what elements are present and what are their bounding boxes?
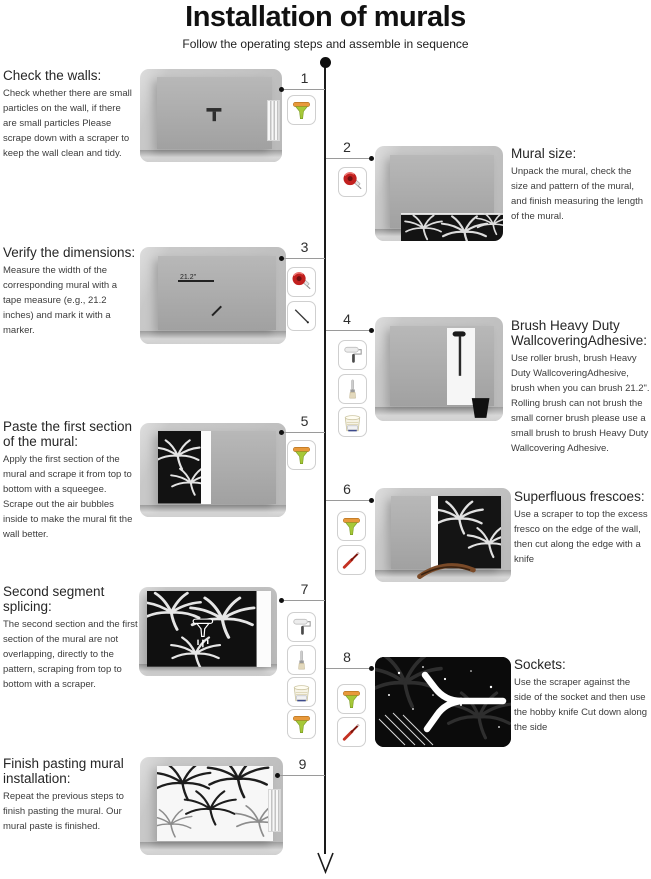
squeegee-icon <box>337 511 366 541</box>
room-back-wall <box>157 77 272 149</box>
connector-dot <box>279 430 284 435</box>
connector-dot <box>369 328 374 333</box>
step2-connector <box>326 158 369 159</box>
step3-heading: Verify the dimensions: <box>3 245 136 260</box>
room-back-wall <box>158 256 276 331</box>
room-floor <box>140 331 286 344</box>
roller-on-wall-graphic <box>447 328 475 405</box>
step6-body: Use a scraper to top the excess fresco on the edge of the wall, then cut along the edge with a knife <box>514 509 648 566</box>
first-mural-section-graphic <box>158 431 202 503</box>
connector-dot <box>369 498 374 503</box>
dimension-line <box>178 280 215 282</box>
brush-icon <box>287 645 316 675</box>
squeegee-icon <box>287 95 316 125</box>
connector-dot <box>279 256 284 261</box>
adhesive-panel <box>447 328 475 405</box>
step2-body: Unpack the mural, check the size and pattern of the mural, and finish measuring the length of the mural. <box>511 166 644 223</box>
wall-particle-mark <box>157 77 272 149</box>
marker-tick <box>211 305 221 315</box>
step1-heading: Check the walls: <box>3 68 102 83</box>
radiator <box>267 100 280 141</box>
step7-number: 7 <box>300 581 309 597</box>
adhesive-bucket-icon <box>287 677 316 707</box>
connector-dot <box>279 87 284 92</box>
squeegee-icon <box>287 709 316 739</box>
step5-connector <box>284 432 325 433</box>
step5-text <box>3 419 136 542</box>
step2-text <box>511 146 649 224</box>
step1-body: Check whether there are small particles on the wall, if there are small particles Please scrape down with a scraper to keep the wall clean and tidy. <box>3 88 132 160</box>
step8-text <box>514 657 650 735</box>
step9-connector <box>280 775 325 776</box>
squeegee-icon <box>287 440 316 470</box>
step8-socket-image <box>375 657 511 747</box>
mural-edge-strip <box>201 431 210 503</box>
step9-room-image <box>140 757 283 855</box>
room-floor <box>140 150 282 162</box>
page-title: Installation of murals <box>185 1 466 33</box>
step4-number: 4 <box>343 311 351 327</box>
step8-connector <box>326 668 369 669</box>
step3-body: Measure the width of the corresponding mural with a tape measure (e.g., 21.2 inches) and mark it with a marker. <box>3 265 118 337</box>
step6-room-image <box>375 488 511 582</box>
step5-body: Apply the first section of the mural and scrape it from top to bottom with a squeegee. Scrape out the air bubbles inside to make the mural fit the wall better. <box>3 454 133 541</box>
connector-dot <box>279 598 284 603</box>
scraper-graphic <box>413 557 478 581</box>
step9-text <box>3 756 139 834</box>
step5-heading: Paste the first section of the mural: <box>3 419 133 450</box>
page-subtitle: Follow the operating steps and assemble in sequence <box>182 37 469 51</box>
step4-heading: Brush Heavy Duty WallcoveringAdhesive: <box>511 318 648 349</box>
marker-icon <box>287 301 316 331</box>
step1-room-image <box>140 69 282 162</box>
timeline-line <box>324 62 326 854</box>
step7-body: The second section and the first section of the mural are not overlapping, directly to the pattern, scraping from top to bottom with a scraper. <box>3 619 138 691</box>
step7-room-image <box>139 587 277 676</box>
step4-connector <box>326 330 369 331</box>
paint-roller-icon <box>287 612 316 642</box>
unpasted-wall-strip <box>257 591 272 667</box>
step3-number: 3 <box>300 239 309 255</box>
step2-number: 2 <box>343 139 351 155</box>
step1-connector <box>284 89 325 90</box>
dimension-label: 21.2" <box>179 273 197 281</box>
socket-cutout-graphic <box>375 657 511 747</box>
step2-heading: Mural size: <box>511 146 577 161</box>
room-floor <box>140 505 286 517</box>
room-back-wall <box>157 766 273 841</box>
tape-measure-icon <box>338 167 367 197</box>
step6-heading: Superfluous frescoes: <box>514 489 645 504</box>
step2-room-image <box>375 146 503 241</box>
step8-body: Use the scraper against the side of the socket and then use the hobby knife Cut down along the side <box>514 677 648 734</box>
step6-text <box>514 489 650 567</box>
room-back-wall <box>158 431 276 503</box>
connector-dot <box>275 773 280 778</box>
step6-number: 6 <box>343 481 351 497</box>
paint-roller-icon <box>338 340 367 370</box>
timeline-start-dot <box>320 57 331 68</box>
mural-two-sections-graphic <box>147 591 256 667</box>
step1-text <box>3 68 136 161</box>
step7-connector <box>284 600 325 601</box>
step8-number: 8 <box>343 649 351 665</box>
finished-mural-graphic <box>157 766 273 841</box>
step4-room-image <box>375 317 503 421</box>
hobby-knife-icon <box>337 545 366 575</box>
step5-room-image <box>140 423 286 517</box>
step5-number: 5 <box>300 413 309 429</box>
rolled-mural-graphic <box>401 213 503 242</box>
radiator <box>268 789 281 832</box>
step8-heading: Sockets: <box>514 657 566 672</box>
step9-number: 9 <box>298 756 307 772</box>
step3-text <box>3 245 136 338</box>
step3-room-image <box>140 247 286 344</box>
timeline-arrow-icon <box>316 851 335 875</box>
brush-icon <box>338 374 367 404</box>
tape-measure-icon <box>287 267 316 297</box>
room-back-wall <box>147 591 271 667</box>
step4-text <box>511 318 651 456</box>
step9-heading: Finish pasting mural installation: <box>3 756 124 787</box>
step6-connector <box>326 500 369 501</box>
squeegee-icon <box>337 684 366 714</box>
connector-dot <box>369 156 374 161</box>
step7-text <box>3 584 139 692</box>
adhesive-bucket-icon <box>338 407 367 437</box>
hobby-knife-icon <box>337 717 366 747</box>
step9-body: Repeat the previous steps to finish pasting the mural. Our mural paste is finished. <box>3 791 124 833</box>
step7-heading: Second segment splicing: <box>3 584 105 615</box>
step3-connector <box>284 258 325 259</box>
connector-dot <box>369 666 374 671</box>
step1-number: 1 <box>300 70 309 86</box>
room-back-wall <box>390 326 494 406</box>
step4-body: Use roller brush, brush Heavy Duty WallcoveringAdhesive, brush when you can brush 21.2". Rolling brush can not brush the small corner brush please use a small brush to brush Heavy Duty Wallcovering Adhesive. <box>511 353 650 455</box>
room-floor <box>140 842 283 855</box>
